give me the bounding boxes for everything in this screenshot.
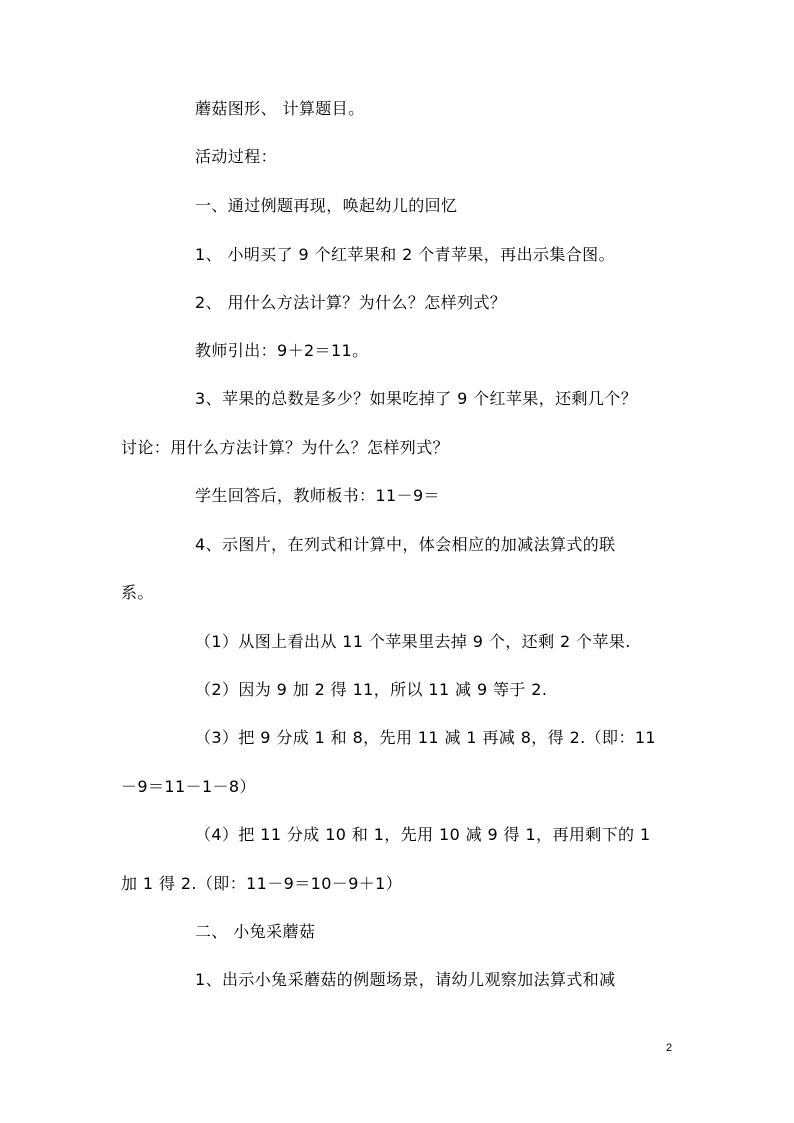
text-line-mushroom-figure: 蘑菇图形、 计算题目。 <box>195 99 365 118</box>
text-line-activity-process: 活动过程： <box>195 147 278 166</box>
text-line-item-4-continued: 加 1 得 2.（即：11－9＝10－9＋1） <box>121 874 403 893</box>
text-line-item-4: （4）把 11 分成 10 和 1，先用 10 减 9 得 1，再用剩下的 1 <box>195 825 651 844</box>
text-line-teacher-equation: 教师引出：9＋2＝11。 <box>195 341 369 360</box>
text-line-step-1: 1、 小明买了 9 个红苹果和 2 个青苹果，再出示集合图。 <box>195 245 615 264</box>
page-number: 2 <box>666 1042 673 1054</box>
text-line-step-4: 4、示图片，在列式和计算中，体会相应的加减法算式的联 <box>195 535 616 554</box>
text-line-item-1: （1）从图上看出从 11 个苹果里去掉 9 个，还剩 2 个苹果. <box>195 632 631 651</box>
text-line-rabbit-step-1: 1、出示小兔采蘑菇的例题场景，请幼儿观察加法算式和减 <box>195 970 616 989</box>
text-line-discussion: 讨论：用什么方法计算？为什么？怎样列式？ <box>121 438 450 457</box>
text-line-item-2: （2）因为 9 加 2 得 11，所以 11 减 9 等于 2. <box>195 680 548 699</box>
text-line-step-2: 2、 用什么方法计算？为什么？怎样列式？ <box>195 293 507 312</box>
text-line-step-4-continued: 系。 <box>121 583 154 602</box>
text-line-step-3: 3、苹果的总数是多少？如果吃掉了 9 个红苹果，还剩几个？ <box>195 389 638 408</box>
section-heading-one: 一、通过例题再现，唤起幼儿的回忆 <box>195 196 458 215</box>
text-line-item-3-continued: －9＝11－1－8） <box>121 777 256 796</box>
text-line-item-3: （3）把 9 分成 1 和 8，先用 11 减 1 再减 8，得 2.（即：11 <box>195 728 657 747</box>
section-heading-two: 二、 小兔采蘑菇 <box>195 922 316 941</box>
text-line-board-writing: 学生回答后，教师板书：11－9＝ <box>195 486 440 505</box>
